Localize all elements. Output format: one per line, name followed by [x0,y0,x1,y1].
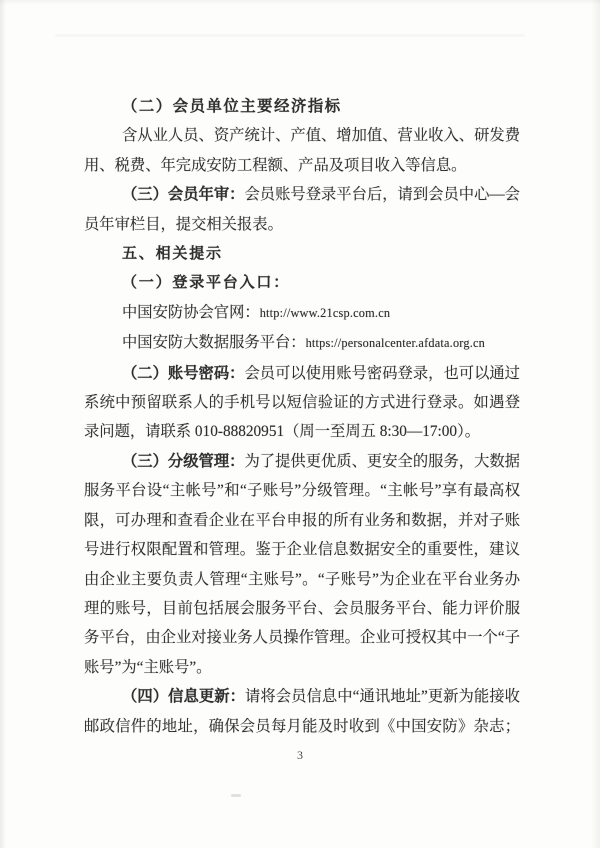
url-text: https://personalcenter.afdata.org.cn [305,336,485,351]
url-text: http://www.21csp.com.cn [259,305,391,320]
text-segment: 会员账号登录平台后，请到会员中心—会 [244,186,520,204]
paragraph-4 [84,239,520,268]
bold-label: （三）分级管理： [122,452,245,470]
text-segment: 务平台，由企业对接业务人员操作管理。企业可授权其中一个“子 [84,629,520,647]
scan-edge-shadow-left [0,0,6,848]
text-line [84,653,520,682]
text-segment: 账号”为“主账号”。 [84,658,212,676]
text-line [84,447,520,476]
text-segment: 系统中预留联系人的手机号以短信验证的方式进行登录。如遇登 [84,394,520,412]
text-line [84,712,520,741]
scan-edge-shadow-top [0,0,600,5]
paragraph-6 [84,298,520,328]
text-segment: 员年审栏目，提交相关报表。 [84,215,283,233]
text-line [84,476,520,505]
text-line [84,535,520,564]
text-line [84,388,520,417]
text-segment: 限，可办理和查看企业在平台申报的所有业务和数据，并对子账 [84,511,520,529]
text-line [84,180,520,209]
text-segment: 用、税费、年完成安防工程额、产品及项目收入等信息。 [84,156,467,174]
bold-label: （三）会员年审： [122,186,245,204]
text-line [84,359,520,388]
text-segment: 请将会员信息中“通讯地址”更新为能接收 [244,688,520,706]
text-segment: 理的账号，目前包括展会服务平台、会员服务平台、能力评价服 [84,599,520,617]
paragraph-3 [84,180,520,239]
paragraph-7 [84,328,520,358]
paragraph-10 [84,682,520,741]
text-segment: 由企业主要负责人管理“主账号”。“子账号”为企业在平台业务办 [84,570,520,588]
bold-label: （四）信息更新： [122,688,245,706]
text-segment: 录问题，请联系 010-88820951（周一至周五 8:30—17:00）。 [84,423,481,441]
paragraph-1 [84,92,520,121]
text-line [84,268,520,297]
text-segment: 会员可以使用账号密码登录，也可以通过 [244,364,520,382]
text-line [84,92,520,121]
page-number: 3 [297,748,303,762]
text-line [84,623,520,652]
text-segment: 邮政信件的地址，确保会员每月能及时收到《中国安防》杂志； [84,717,520,735]
text-line [84,328,520,358]
text-line [84,298,520,328]
document-body [84,92,520,741]
scan-smudge [231,794,241,797]
paragraph-8 [84,359,520,447]
bold-label: （二）账号密码： [122,364,245,382]
text-line [84,506,520,535]
text-segment: 号进行权限配置和管理。鉴于企业信息数据安全的重要性，建议 [84,541,520,559]
text-line [84,121,520,150]
paragraph-2 [84,121,520,180]
scan-streak [55,34,525,37]
text-line [84,565,520,594]
text-segment: 中国安防大数据服务平台： [122,334,306,352]
paragraph-9 [84,447,520,682]
text-segment: 含从业人员、资产统计、产值、增加值、营业收入、研发费 [122,127,520,145]
text-line [84,417,520,446]
bold-label: 五、相关提示 [122,245,223,263]
text-line [84,682,520,711]
scan-edge-shadow-right [591,0,600,848]
bold-label: （一）登录平台入口： [122,274,291,292]
text-line [84,210,520,239]
text-line [84,239,520,268]
text-line [84,594,520,623]
text-segment: 中国安防协会官网： [122,303,260,321]
text-segment: 服务平台设“主帐号”和“子账号”分级管理。“主帐号”享有最高权 [84,482,520,500]
text-line [84,151,520,180]
bold-label: （二）会员单位主要经济指标 [122,98,342,115]
text-segment: 为了提供更优质、更安全的服务，大数据 [244,452,520,470]
paragraph-5 [84,268,520,297]
